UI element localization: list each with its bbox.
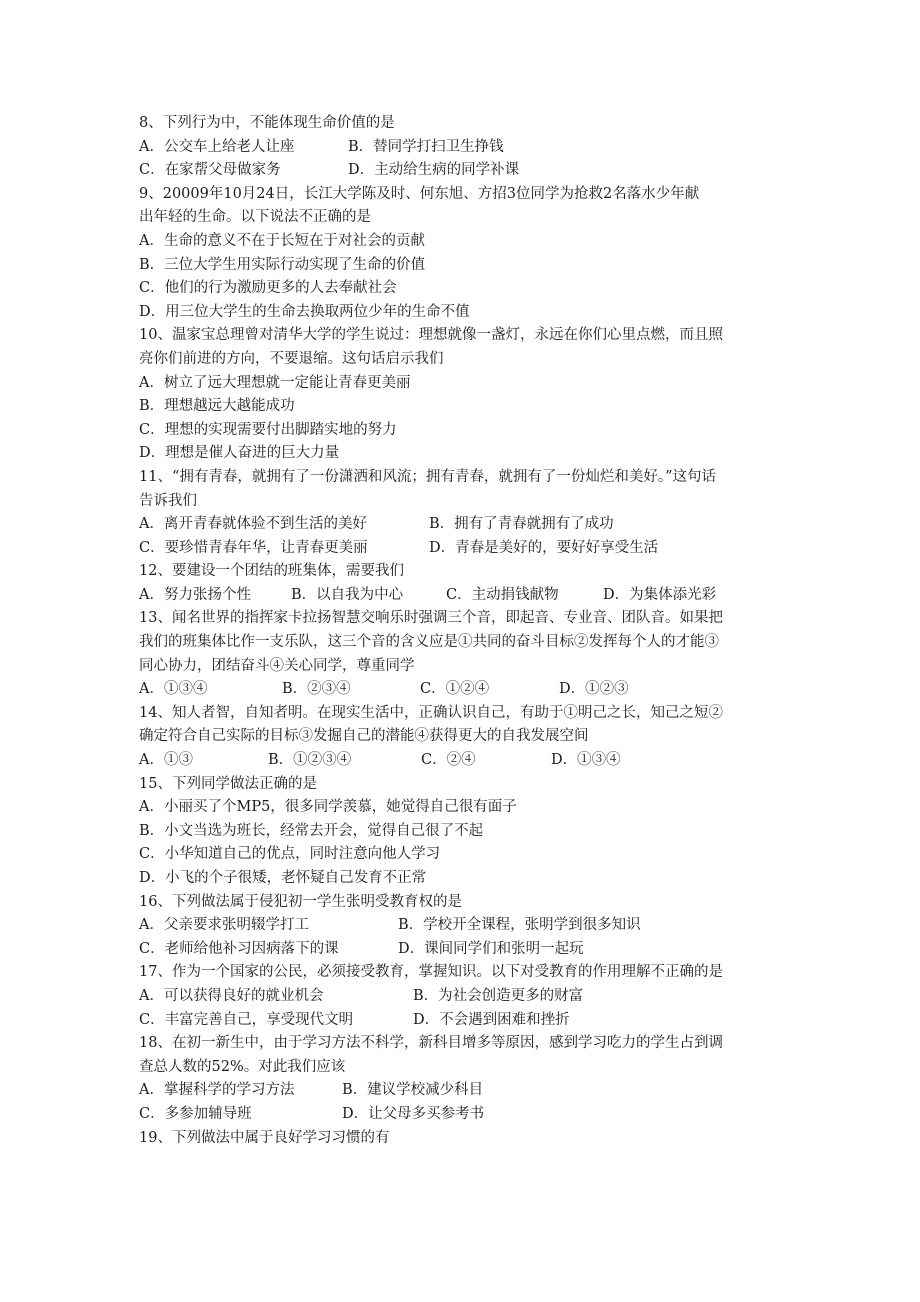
option-row <box>139 230 789 254</box>
option-row <box>139 277 789 301</box>
answer-option: D．小飞的个子很矮，老怀疑自己发育不正常 <box>139 870 427 886</box>
answer-option: B．②③④ <box>282 681 351 698</box>
answer-option: B．拥有了青春就拥有了成功 <box>429 516 614 533</box>
option-row <box>139 254 789 278</box>
answer-option: D．①②③ <box>559 681 629 698</box>
answer-option: B．学校开全课程，张明学到很多知识 <box>398 917 641 934</box>
question-stem-line: 16、下列做法属于侵犯初一学生张明受教育权的是 <box>139 893 462 910</box>
option-row <box>139 395 789 419</box>
answer-option: B．①②③④ <box>268 752 352 769</box>
answer-option: B．建议学校减少科目 <box>342 1082 484 1099</box>
option-row <box>139 678 789 702</box>
answer-option: A．①③④ <box>139 681 208 698</box>
question-stem-line: 14、知人者智，自知者明。在现实生活中，正确认识自己，有助于①明己之长，知己之短② <box>139 704 723 721</box>
answer-option: C．他们的行为激励更多的人去奉献社会 <box>139 280 397 297</box>
answer-option: B．为社会创造更多的财富 <box>413 987 584 1004</box>
answer-option: C．理想的实现需要付出脚踏实地的努力 <box>139 421 397 438</box>
question-stem-line: 亮你们前进的方向，不要退缩。这句话启示我们 <box>139 350 444 367</box>
answer-option: D．理想是催人奋进的巨大力量 <box>139 445 340 462</box>
answer-option: B．三位大学生用实际行动实现了生命的价值 <box>139 256 426 273</box>
question-stem-line: 12、要建设一个团结的班集体，需要我们 <box>139 563 404 580</box>
answer-option: C．主动捐钱献物 <box>446 586 559 603</box>
answer-option: D．用三位大学生的生命去换取两位少年的生命不值 <box>139 303 470 320</box>
option-row <box>139 159 789 183</box>
answer-option: C．小华知道自己的优点，同时注意向他人学习 <box>139 846 441 863</box>
answer-option: D．不会遇到困难和挫折 <box>413 1011 570 1028</box>
question-stem-line: 同心协力，团结奋斗④关心同学，尊重同学 <box>139 657 415 674</box>
question-stem-line: 10、温家宝总理曾对清华大学的学生说过：理想就像一盏灯，永远在你们心里点燃，而且照 <box>139 327 723 344</box>
answer-option: C．丰富完善自己，享受现代文明 <box>139 1011 354 1028</box>
option-row <box>139 749 789 773</box>
answer-option: A．生命的意义不在于长短在于对社会的贡献 <box>139 232 425 249</box>
answer-option: D．课间同学们和张明一起玩 <box>398 940 584 957</box>
option-row <box>139 796 789 820</box>
answer-option: B．理想越远大越能成功 <box>139 398 295 415</box>
option-row <box>139 1009 789 1033</box>
answer-option: A．离开青春就体验不到生活的美好 <box>139 516 367 533</box>
answer-option: D．青春是美好的，要好好享受生活 <box>429 539 659 556</box>
option-row <box>139 820 789 844</box>
exam-page <box>139 112 789 1150</box>
answer-option: B．替同学打扫卫生挣钱 <box>348 138 504 155</box>
option-row <box>139 301 789 325</box>
answer-option: D．①③④ <box>551 752 621 769</box>
answer-option: C．①②④ <box>420 681 490 698</box>
question-stem-line: 9、20009年10月24日，长江大学陈及时、何东旭、方招3位同学为抢救2名落水少年献 <box>139 185 700 202</box>
question-stem-line: 我们的班集体比作一支乐队，这三个音的含义应是①共同的奋斗目标②发挥每个人的才能③ <box>139 634 719 651</box>
answer-option: D．主动给生病的同学补课 <box>348 162 520 179</box>
answer-option: A．小丽买了个MP5，很多同学羡慕，她觉得自己很有面子 <box>139 799 517 816</box>
question-stem-line: 19、下列做法中属于良好学习习惯的有 <box>139 1129 390 1146</box>
question-stem-line: 18、在初一新生中，由于学习方法不科学，新科目增多等原因，感到学习吃力的学生占到调 <box>139 1035 723 1052</box>
question-stem-line: 8、下列行为中，不能体现生命价值的是 <box>139 115 395 131</box>
answer-option: C．②④ <box>421 752 476 769</box>
answer-option: A．努力张扬个性 <box>139 586 251 603</box>
option-row <box>139 419 789 443</box>
answer-option: D．为集体添光彩 <box>603 586 717 603</box>
answer-option: B．小文当选为班长，经常去开会，觉得自己很了不起 <box>139 822 484 839</box>
answer-option: A．①③ <box>139 752 193 769</box>
answer-option: B．以自我为中心 <box>291 586 404 603</box>
question-stem-line: 17、作为一个国家的公民，必须接受教育，掌握知识。以下对受教育的作用理解不正确的是 <box>139 964 723 981</box>
option-row <box>139 537 789 561</box>
answer-option: A．父亲要求张明辍学打工 <box>139 917 309 934</box>
question-stem-line: 查总人数的52%。对此我们应该 <box>139 1058 346 1075</box>
answer-option: C．老师给他补习因病落下的课 <box>139 940 339 957</box>
option-row <box>139 584 789 608</box>
question-stem-line: 13、闻名世界的指挥家卡拉扬智慧交响乐时强调三个音，即起音、专业音、团队音。如果把 <box>139 610 723 627</box>
option-row <box>139 442 789 466</box>
question-stem-line: 告诉我们 <box>139 492 197 509</box>
answer-option: D．让父母多买参考书 <box>342 1105 485 1122</box>
answer-option: C．多参加辅导班 <box>139 1105 252 1122</box>
option-row <box>139 867 789 891</box>
option-row <box>139 843 789 867</box>
option-row <box>139 938 789 962</box>
answer-option: A．树立了远大理想就一定能让青春更美丽 <box>139 374 411 391</box>
option-row <box>139 513 789 537</box>
question-stem-line: 出年轻的生命。以下说法不正确的是 <box>139 209 371 226</box>
option-row <box>139 372 789 396</box>
answer-option: C．在家帮父母做家务 <box>139 162 281 179</box>
option-row <box>139 985 789 1009</box>
answer-option: A．掌握科学的学习方法 <box>139 1082 295 1099</box>
question-stem-line: 确定符合自己实际的目标③发掘自己的潜能④获得更大的自我发展空间 <box>139 728 589 745</box>
question-stem-line: 15、下列同学做法正确的是 <box>139 775 317 792</box>
option-row <box>139 136 789 160</box>
option-row <box>139 914 789 938</box>
question-stem-line: 11、“拥有青春，就拥有了一份潇洒和风流；拥有青春，就拥有了一份灿烂和美好。”这句话 <box>139 468 717 485</box>
answer-option: A．公交车上给老人让座 <box>139 138 295 155</box>
option-row <box>139 1103 789 1127</box>
answer-option: C．要珍惜青春年华，让青春更美丽 <box>139 539 368 556</box>
option-row <box>139 1079 789 1103</box>
answer-option: A．可以获得良好的就业机会 <box>139 987 324 1004</box>
